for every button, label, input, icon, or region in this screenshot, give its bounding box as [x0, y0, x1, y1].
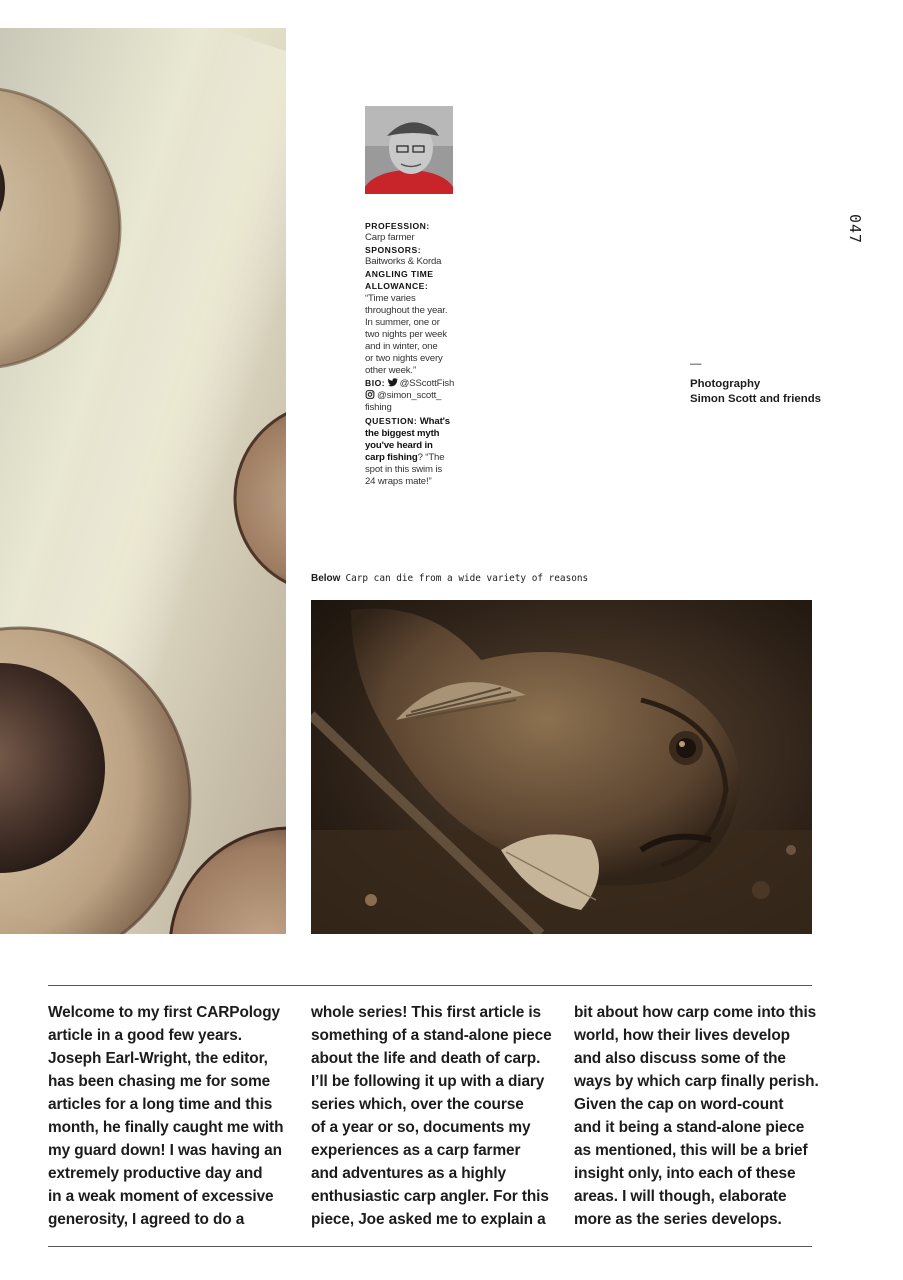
- body-line: generosity, I agreed to do a: [48, 1211, 245, 1228]
- body-line: bit about how carp come into this: [574, 1004, 817, 1021]
- carp-eggs-photo: [0, 28, 286, 934]
- caption-text: Carp can die from a wide variety of reasons: [345, 573, 589, 584]
- twitter-icon: [388, 378, 398, 387]
- sponsors-label: SPONSORS:: [365, 245, 422, 256]
- question-text: carp fishing: [365, 451, 418, 463]
- allowance-line: or two nights every: [365, 353, 443, 365]
- answer-line: spot in this swim is: [365, 463, 442, 475]
- answer-line: 24 wraps mate!”: [365, 475, 432, 487]
- body-line: world, how their lives develop: [574, 1027, 790, 1044]
- top-rule: [48, 985, 812, 986]
- body-line: whole series! This first article is: [311, 1004, 542, 1021]
- body-line: Welcome to my first CARPology: [48, 1004, 280, 1021]
- question-text: you've heard in: [365, 439, 433, 451]
- profession-value: Carp farmer: [365, 232, 415, 244]
- question-answer-line: [365, 452, 461, 464]
- body-line: article in a good few years.: [48, 1027, 242, 1044]
- body-line: of a year or so, documents my: [311, 1119, 531, 1136]
- body-column-3: [574, 1001, 819, 1231]
- body-line: Given the cap on word-count: [574, 1096, 784, 1113]
- credit-dash: —: [690, 358, 702, 370]
- author-portrait: [365, 106, 453, 194]
- body-line: about the life and death of carp.: [311, 1050, 541, 1067]
- body-line: and it being a stand-alone piece: [574, 1119, 805, 1136]
- instagram-line: [365, 390, 461, 402]
- question-text: What's: [419, 415, 450, 427]
- body-line: series which, over the course: [311, 1096, 524, 1113]
- body-line: areas. I will though, elaborate: [574, 1188, 787, 1205]
- dead-carp-photo: [311, 600, 812, 934]
- bio-label: BIO:: [365, 378, 386, 389]
- instagram-handle-cont: fishing: [365, 402, 392, 414]
- question-text: the biggest myth: [365, 427, 440, 439]
- question-block: [365, 415, 461, 428]
- bottom-rule: [48, 1246, 812, 1247]
- photo-credit: [690, 357, 850, 407]
- body-line: and also discuss some of the: [574, 1050, 786, 1067]
- body-column-1: [48, 1001, 288, 1231]
- question-label: QUESTION:: [365, 415, 418, 426]
- body-line: piece, Joe asked me to explain a: [311, 1211, 546, 1228]
- allowance-line: throughout the year.: [365, 304, 448, 316]
- allowance-line: In summer, one or: [365, 316, 440, 328]
- twitter-handle-link[interactable]: @SScottFish: [399, 378, 455, 390]
- allowance-line: two nights per week: [365, 328, 447, 340]
- body-line: has been chasing me for some: [48, 1073, 271, 1090]
- credit-label: Photography: [690, 378, 761, 390]
- credit-name: Simon Scott and friends: [690, 393, 822, 405]
- answer-lead: ? “The: [417, 451, 445, 463]
- page-number: 047: [846, 213, 864, 245]
- body-line: month, he finally caught me with: [48, 1119, 284, 1136]
- body-line: articles for a long time and this: [48, 1096, 273, 1113]
- body-line: I’ll be following it up with a diary: [311, 1073, 545, 1090]
- body-line: my guard down! I was having an: [48, 1142, 282, 1159]
- allowance-label-cont: ALLOWANCE:: [365, 281, 429, 292]
- body-line: experiences as a carp farmer: [311, 1142, 521, 1159]
- body-line: Joseph Earl-Wright, the editor,: [48, 1050, 268, 1067]
- body-line: and adventures as a highly: [311, 1165, 506, 1182]
- allowance-line: other week.”: [365, 365, 416, 377]
- body-line: ways by which carp finally perish.: [574, 1073, 819, 1090]
- instagram-icon: [365, 390, 375, 399]
- body-line: as mentioned, this will be a brief: [574, 1142, 808, 1159]
- body-line: something of a stand-alone piece: [311, 1027, 552, 1044]
- instagram-handle-link[interactable]: @simon_scott_: [377, 390, 442, 402]
- body-column-2: [311, 1001, 551, 1231]
- body-line: in a weak moment of excessive: [48, 1188, 274, 1205]
- body-line: insight only, into each of these: [574, 1165, 796, 1182]
- allowance-line: “Time varies: [365, 292, 416, 304]
- author-profile: [365, 220, 461, 488]
- caption-label: Below: [311, 573, 341, 584]
- body-line: extremely productive day and: [48, 1165, 263, 1182]
- profession-label: PROFESSION:: [365, 221, 430, 231]
- photo-caption: [311, 573, 811, 584]
- body-line: more as the series develops.: [574, 1211, 782, 1228]
- sponsors-value: Baitworks & Korda: [365, 256, 442, 268]
- body-line: enthusiastic carp angler. For this: [311, 1188, 549, 1205]
- bio-line: [365, 377, 461, 390]
- allowance-label: ANGLING TIME: [365, 269, 434, 280]
- allowance-line: and in winter, one: [365, 340, 438, 352]
